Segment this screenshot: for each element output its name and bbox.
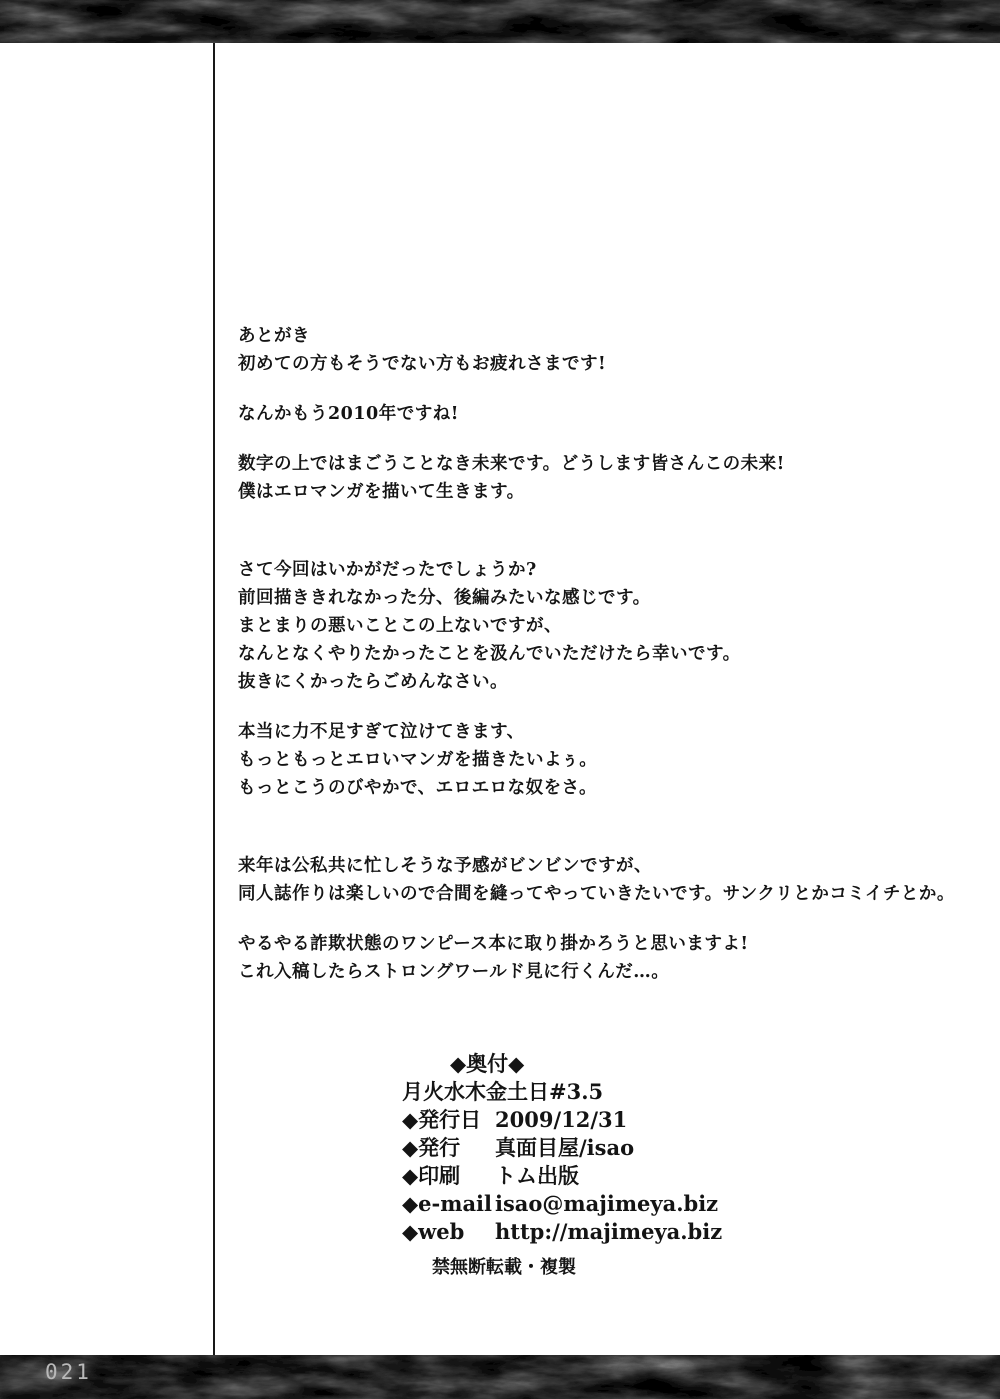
email-address: isao@majimeya.biz xyxy=(495,1191,719,1216)
colophon-row-email xyxy=(402,1190,1000,1218)
publish-date: 2009/12/31 xyxy=(495,1107,628,1132)
afterword-paragraph xyxy=(238,718,1000,802)
afterword-line: 抜きにくかったらごめんなさい。 xyxy=(238,672,508,692)
afterword-paragraph xyxy=(238,930,1000,986)
copyright-notice: 禁無断転載・複製 xyxy=(432,1257,576,1278)
printer-name: トム出版 xyxy=(495,1163,579,1188)
publisher-name: 真面目屋/isao xyxy=(495,1135,635,1160)
website-url: http://majimeya.biz xyxy=(495,1219,723,1244)
colophon-label: ◆発行 xyxy=(402,1135,461,1160)
afterword-paragraph xyxy=(238,852,1000,908)
colophon-row-publisher xyxy=(402,1134,1000,1162)
colophon-label: ◆web xyxy=(402,1219,465,1244)
afterword-line: もっともっとエロいマンガを描きたいよぅ。 xyxy=(238,750,598,770)
book-title: 月火水木金土日#3.5 xyxy=(402,1079,604,1104)
top-texture-band xyxy=(0,0,1000,43)
afterword-line: さて今回はいかがだったでしょうか? xyxy=(238,560,537,580)
afterword-line: やるやる詐欺状態のワンピース本に取り掛かろうと思いますよ! xyxy=(238,934,749,954)
afterword-line: 来年は公私共に忙しそうな予感がビンビンですが、 xyxy=(238,856,652,876)
afterword-line: なんとなくやりたかったことを汲んでいただけたら幸いです。 xyxy=(238,644,741,664)
colophon-row-publish-date xyxy=(402,1106,1000,1134)
afterword-line: なんかもう2010年ですね! xyxy=(238,404,459,424)
colophon-label: ◆印刷 xyxy=(402,1163,461,1188)
afterword-paragraph xyxy=(238,400,1000,428)
colophon-row-printer xyxy=(402,1162,1000,1190)
afterword-line: 前回描ききれなかった分、後編みたいな感じです。 xyxy=(238,588,651,608)
afterword-section xyxy=(238,322,1000,986)
colophon-section xyxy=(402,1050,1000,1282)
afterword-paragraph xyxy=(238,322,1000,378)
page-number: 021 xyxy=(45,1360,92,1384)
bottom-texture-band xyxy=(0,1355,1000,1399)
afterword-line: 同人誌作りは楽しいので合間を縫ってやっていきたいです。サンクリとかコミイチとか。 xyxy=(238,884,955,904)
afterword-line: 本当に力不足すぎて泣けてきます、 xyxy=(238,722,525,742)
afterword-line: まとまりの悪いことこの上ないですが、 xyxy=(238,616,562,636)
afterword-paragraph xyxy=(238,556,1000,696)
afterword-line: これ入稿したらストロングワールド見に行くんだ…。 xyxy=(238,962,670,982)
rock-texture-top xyxy=(0,0,1000,43)
colophon-row-web xyxy=(402,1218,1000,1246)
afterword-line: もっとこうのびやかで、エロエロな奴をさ。 xyxy=(238,778,597,798)
colophon-label: ◆e-mail xyxy=(402,1191,493,1216)
colophon-header: ◆奥付◆ xyxy=(450,1051,525,1076)
afterword-line: 数字の上ではまごうことなき未来です。どうします皆さんこの未来! xyxy=(238,454,785,474)
colophon-label: ◆発行日 xyxy=(402,1107,482,1132)
afterword-line: 初めての方もそうでない方もお疲れさまです! xyxy=(238,354,607,374)
afterword-line: 僕はエロマンガを描いて生きます。 xyxy=(238,482,525,502)
afterword-paragraph xyxy=(238,450,1000,506)
page-content xyxy=(0,43,1000,1282)
rock-texture-bottom xyxy=(0,1355,1000,1399)
afterword-title: あとがき xyxy=(238,326,310,346)
